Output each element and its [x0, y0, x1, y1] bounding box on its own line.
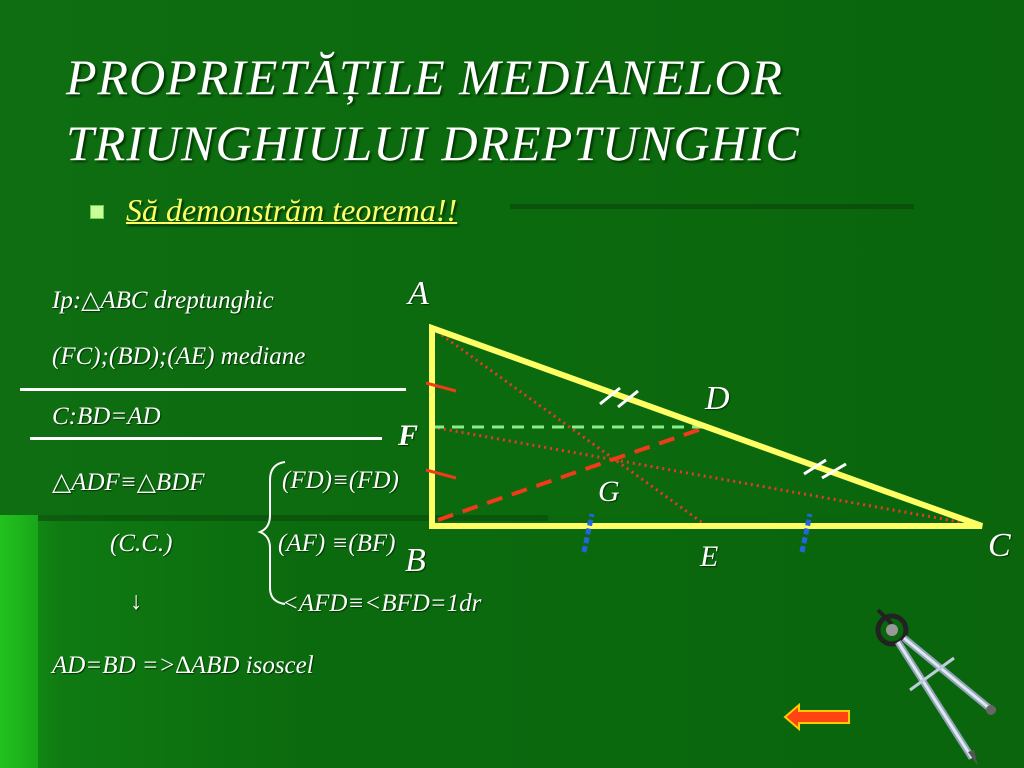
equal-sides-line: (AF) ≡(BF) — [278, 530, 396, 557]
title-line-2: TRIUNGHIULUI DREPTUNGHIC — [66, 115, 800, 171]
point-label-c: C — [988, 527, 1011, 564]
conclusion-line: C:BD=AD — [52, 403, 161, 430]
median-bd — [438, 427, 707, 520]
subtitle-link[interactable]: Să demonstrăm teorema!! — [126, 192, 458, 228]
tick-mark-be — [584, 514, 592, 552]
medians-line: (FC);(BD);(AE) mediane — [52, 343, 306, 370]
back-arrow-icon[interactable] — [783, 703, 851, 731]
isosceles-conclusion: AD=BD =>∆ABD isoscel — [52, 652, 314, 679]
point-label-b: B — [405, 542, 426, 579]
criterion-line: (C.C.) — [110, 530, 173, 557]
point-label-e: E — [700, 540, 719, 573]
common-side-line: (FD)≡(FD) — [282, 467, 399, 494]
down-arrow: ↓ — [130, 588, 143, 615]
title-line-1: PROPRIETĂȚILE MEDIANELOR — [66, 49, 783, 105]
point-label-d: D — [705, 380, 730, 417]
compass-icon — [862, 600, 1012, 765]
point-label-g: G — [598, 475, 620, 508]
point-label-a: A — [408, 275, 429, 312]
congruence-line: △ADF≡△BDF — [52, 469, 205, 496]
right-angle-line: <AFD≡<BFD=1dr — [282, 590, 482, 617]
median-fc — [432, 427, 982, 526]
tick-mark-ec — [802, 514, 810, 552]
hypothesis-line: Ip:△ABC dreptunghic — [52, 287, 274, 314]
point-label-f: F — [398, 419, 419, 452]
